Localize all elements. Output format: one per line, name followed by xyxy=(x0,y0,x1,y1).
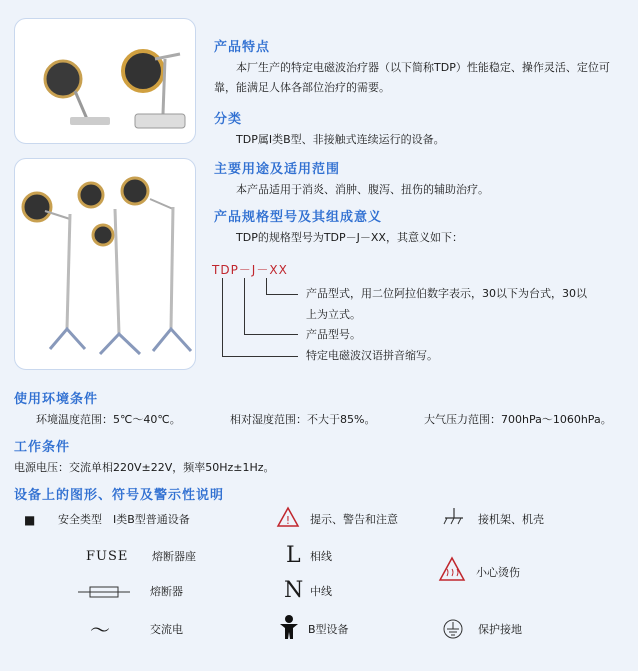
model-title: 产品规格型号及其组成意义 xyxy=(214,210,383,225)
product-photo-floor-lamps xyxy=(14,158,196,370)
bracket-v1 xyxy=(222,278,223,356)
symbol-ac: 交流电 xyxy=(150,623,183,636)
model-note3: 特定电磁波汉语拼音缩写。 xyxy=(306,349,438,362)
bracket-v2 xyxy=(244,278,245,334)
l-phase-glyph: L xyxy=(286,543,301,568)
features-body: 本厂生产的特定电磁波治疗器（以下简称TDP）性能稳定、操作灵活、定位可靠，能满足人体各部位治疗的需要。 xyxy=(214,61,610,94)
usage-body: 本产品适用于消炎、消肿、腹泻、扭伤的辅助治疗。 xyxy=(236,183,489,196)
environment-temp: 环境温度范围：5℃～40℃。 xyxy=(36,413,181,426)
fuse-icon xyxy=(78,585,130,599)
symbol-neutral-line: 中线 xyxy=(310,585,332,598)
symbol-phase-line: 相线 xyxy=(310,550,332,563)
symbol-fuse: 熔断器 xyxy=(150,585,183,598)
ac-wave-icon: ～ xyxy=(90,618,110,642)
hot-surface-icon xyxy=(438,556,466,582)
model-intro: TDP的规格型号为TDP－J－XX，其意义如下： xyxy=(236,231,463,244)
symbol-frame-ground: 接机架、机壳 xyxy=(478,513,544,526)
floor-lamp-illustration xyxy=(15,159,195,369)
bracket-h1 xyxy=(222,356,298,357)
symbol-fuse-holder: 熔断器座 xyxy=(152,550,196,563)
symbol-protective-earth: 保护接地 xyxy=(478,623,522,636)
bracket-h2 xyxy=(244,334,298,335)
square-bullet-icon: ■ xyxy=(24,513,36,527)
fuse-text-glyph: FUSE xyxy=(86,549,129,564)
bracket-v3 xyxy=(266,278,267,294)
model-note1a: 产品型式，用二位阿拉伯数字表示，30以下为台式，30以 xyxy=(306,287,587,300)
classification-title: 分类 xyxy=(214,112,243,127)
symbol-type-b: B型设备 xyxy=(308,623,349,636)
environment-humidity: 相对湿度范围：不大于85%。 xyxy=(230,413,376,426)
usage-title: 主要用途及适用范围 xyxy=(214,162,341,177)
working-power: 电源电压：交流单相220V±22V，频率50Hz±1Hz。 xyxy=(14,461,275,474)
svg-text:!: ! xyxy=(285,514,291,527)
symbols-title: 设备上的图形、符号及警示性说明 xyxy=(14,488,225,503)
desk-lamp-illustration xyxy=(15,19,195,143)
type-b-person-icon xyxy=(278,614,300,640)
model-note1b: 上为立式。 xyxy=(306,308,361,321)
frame-ground-icon xyxy=(442,506,466,528)
symbol-safety-type: 安全类型 Ⅰ类B型普通设备 xyxy=(58,513,190,526)
model-code: TDP－J－XX xyxy=(212,263,288,277)
model-note2: 产品型号。 xyxy=(306,328,361,341)
protective-earth-icon xyxy=(442,618,464,640)
warning-triangle-icon xyxy=(276,506,300,528)
classification-body: TDP属I类B型、非接触式连续运行的设备。 xyxy=(236,133,445,146)
working-title: 工作条件 xyxy=(14,440,71,455)
environment-title: 使用环境条件 xyxy=(14,392,99,407)
symbol-hot-warning: 小心烫伤 xyxy=(476,566,520,579)
n-neutral-glyph: N xyxy=(284,578,304,603)
symbol-warning: 提示、警告和注意 xyxy=(310,513,398,526)
bracket-h3 xyxy=(266,294,298,295)
environment-pressure: 大气压力范围：700hPa～1060hPa。 xyxy=(424,413,612,426)
features-title: 产品特点 xyxy=(214,40,271,55)
product-photo-desk-lamps xyxy=(14,18,196,144)
